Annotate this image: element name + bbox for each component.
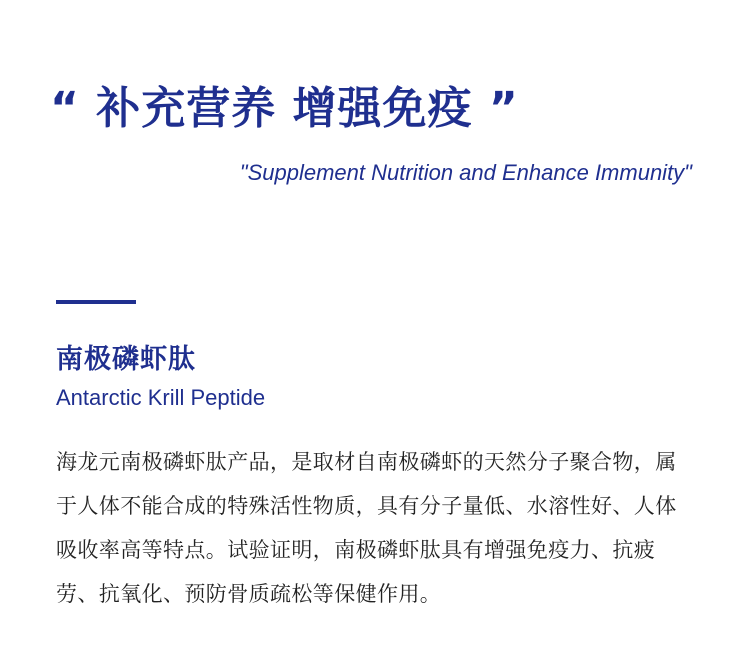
body-paragraph: 海龙元南极磷虾肽产品，是取材自南极磷虾的天然分子聚合物，属于人体不能合成的特殊活性物质，具有分子量低、水溶性好、人体吸收率高等特点。试验证明，南极磷虾肽具有增强免疫力、抗疲劳、抗氧化、预防骨质疏松等保健作用。 (56, 450, 677, 606)
headline-english: "Supplement Nutrition and Enhance Immunity" (239, 160, 692, 185)
headline: “ 补充营养 增强免疫 ” (50, 83, 519, 134)
section-subtitle: Antarctic Krill Peptide (56, 385, 266, 410)
section-title: 南极磷虾肽 (56, 344, 196, 375)
accent-divider (56, 300, 136, 304)
